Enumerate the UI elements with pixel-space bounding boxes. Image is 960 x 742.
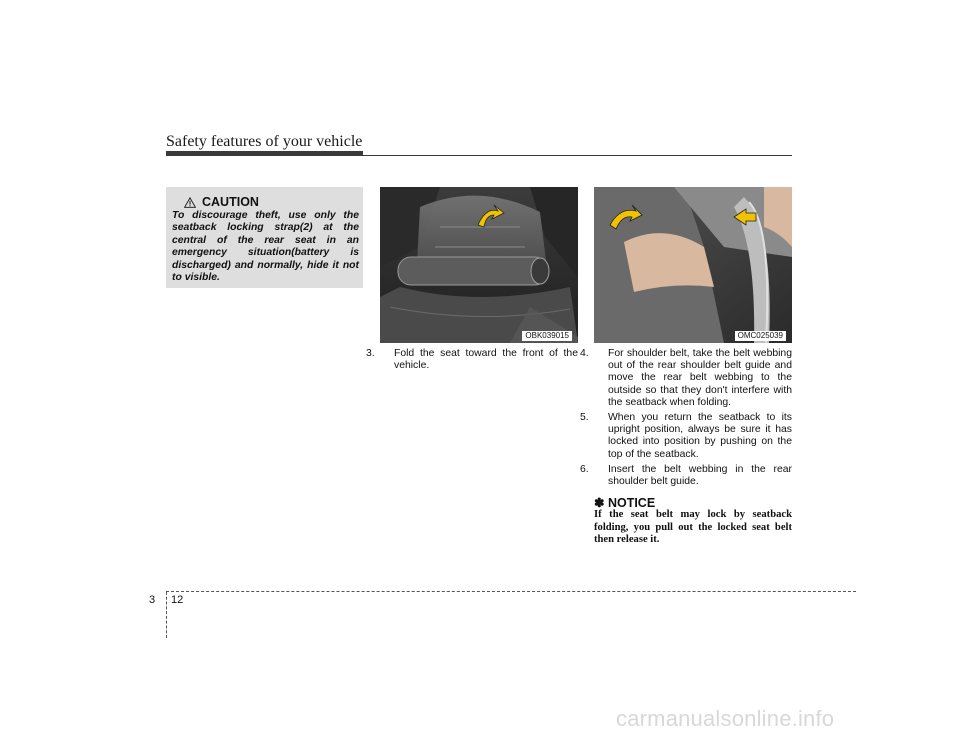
figure-shoulder-belt-photo: [594, 187, 792, 343]
header-rule: [166, 155, 792, 156]
page-number: 12: [171, 594, 184, 606]
footer-vertical-rule: [166, 592, 167, 638]
step-number: 4.: [580, 348, 589, 359]
step-4: [580, 348, 792, 409]
watermark: carmanualsonline.info: [616, 706, 835, 731]
caution-box: [166, 187, 363, 288]
figure-code: OBK039015: [522, 331, 572, 341]
step-number: 6.: [580, 463, 589, 475]
caution-heading: [184, 195, 259, 209]
caution-body: To discourage theft, use only the seatback locking strap(2) at the central of the rear seat in an emergency situation(battery is discharged) and normally, hide it not to visible.: [172, 210, 359, 284]
step-text: For shoulder belt, take the belt webbing out of the rear shoulder belt guide and move the rear belt webbing to the outside so that they don't interfere with the seatback when folding.: [608, 348, 792, 408]
step-text: Fold the seat toward the front of the vehicle.: [394, 348, 578, 372]
notice-body: If the seat belt may lock by seatback folding, you pull out the locked seat belt then release it.: [594, 509, 792, 546]
figure-rear-seat-photo: [380, 187, 578, 343]
caution-heading-text: CAUTION: [202, 195, 259, 209]
page-header-title: Safety features of your vehicle: [166, 133, 363, 150]
steps-4-to-6: [580, 348, 792, 488]
step-text: Insert the belt webbing in the rear shoulder belt guide.: [608, 463, 792, 488]
step-text: When you return the seatback to its upright position, always be sure it has locked into position by pushing on the top of the seatback.: [608, 412, 792, 460]
footer-rule: [166, 591, 856, 592]
step-3: [366, 348, 578, 372]
step-5: [580, 412, 792, 461]
step-6: [580, 463, 792, 488]
rear-seat-illustration: [380, 187, 578, 343]
warning-triangle-icon: [184, 197, 196, 208]
shoulder-belt-illustration: [594, 187, 792, 343]
notice-heading: ✽ NOTICE: [594, 496, 656, 510]
step-number: 5.: [580, 412, 589, 424]
figure-code: OMC025039: [735, 331, 786, 341]
chapter-number: 3: [149, 594, 156, 606]
step-number: 3.: [366, 348, 375, 359]
